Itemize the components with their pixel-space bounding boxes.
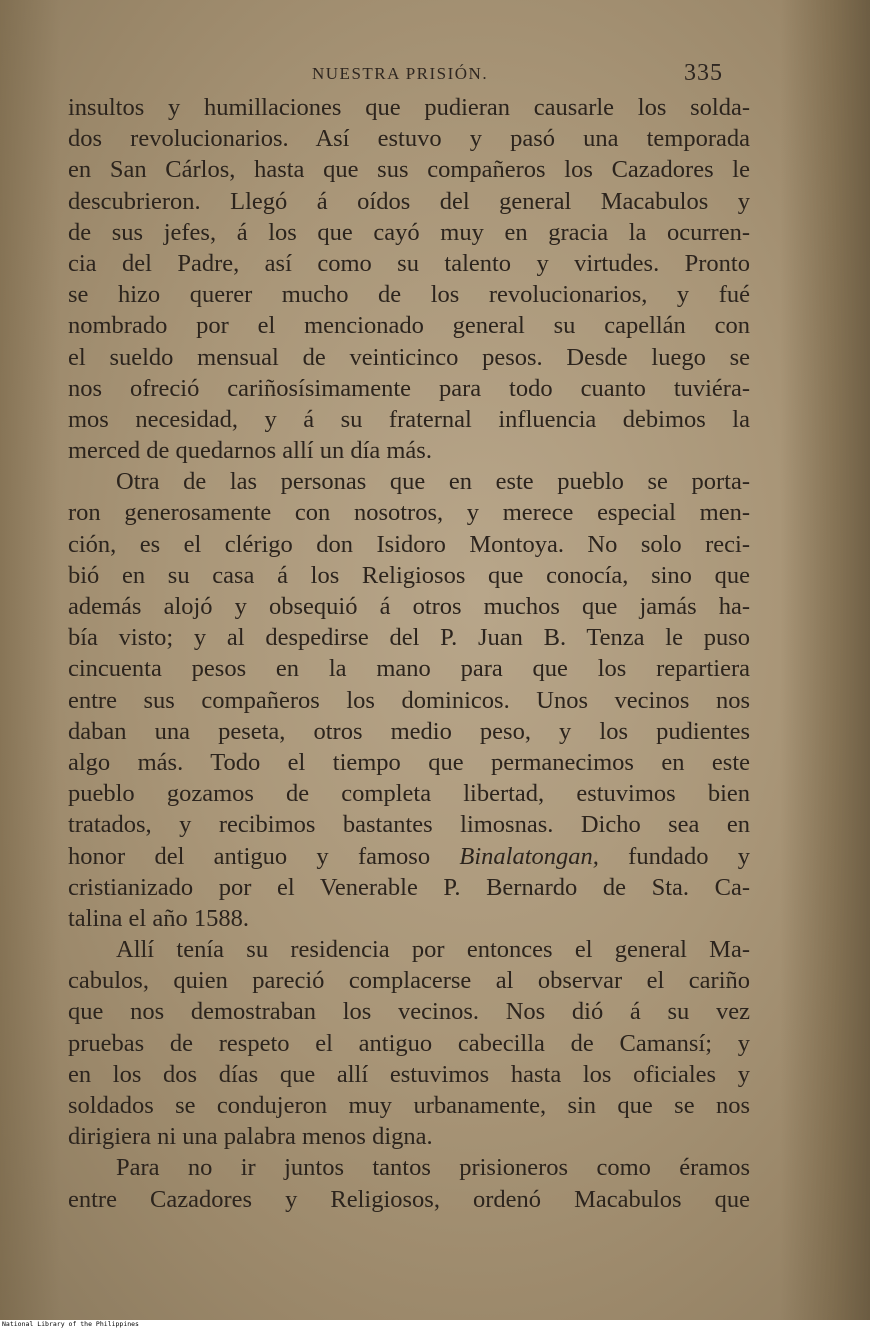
text-line: cia del Padre, así como su talento y virtudes. Pronto	[68, 249, 750, 277]
text-line: mos necesidad, y á su fraternal influencia debimos la	[68, 405, 750, 433]
text-line: bió en su casa á los Religiosos que conocía, sino que	[68, 561, 750, 589]
body-text	[68, 92, 750, 1215]
text-line: ción, es el clérigo don Isidoro Montoya. No solo reci-	[68, 530, 750, 558]
text-line: pruebas de respeto el antiguo cabecilla de Camansí; y	[68, 1029, 750, 1057]
text-line: nombrado por el mencionado general su capellán con	[68, 312, 750, 340]
paragraph-start-line: Allí tenía su residencia por entonces el general Ma-	[116, 936, 750, 964]
text-line: soldados se condujeron muy urbanamente, sin que se nos	[68, 1092, 750, 1119]
text-line-with-italic	[68, 841, 750, 872]
text-line: en San Cárlos, hasta que sus compañeros los Cazadores le	[68, 156, 750, 184]
text-line: talina el año 1588.	[68, 904, 249, 932]
text-line: insultos y humillaciones que pudieran causarle los solda-	[68, 94, 750, 121]
text-line: ron generosamente con nosotros, y merece especial men-	[68, 499, 750, 527]
text-line: dos revolucionarios. Así estuvo y pasó una temporada	[68, 125, 750, 153]
text-line: daban una peseta, otros medio peso, y los pudientes	[68, 717, 750, 745]
text-segment: fundado y	[598, 842, 750, 870]
text-line: dirigiera ni una palabra menos digna.	[68, 1123, 433, 1151]
text-line: tratados, y recibimos bastantes limosnas. Dicho sea en	[68, 811, 750, 839]
text-line: el sueldo mensual de veinticinco pesos. Desde luego se	[68, 343, 750, 371]
text-line: entre sus compañeros los dominicos. Unos vecinos nos	[68, 686, 750, 714]
paragraph-start-line: Otra de las personas que en este pueblo se porta-	[116, 468, 750, 496]
page-number: 335	[684, 60, 723, 86]
text-line: cabulos, quien pareció complacerse al observar el cariño	[68, 967, 750, 995]
text-line: descubrieron. Llegó á oídos del general Macabulos y	[68, 187, 750, 215]
text-line: cristianizado por el Venerable P. Bernardo de Sta. Ca-	[68, 873, 750, 901]
text-line: merced de quedarnos allí un día más.	[68, 437, 432, 465]
text-line: cincuenta pesos en la mano para que los repartiera	[68, 655, 750, 683]
text-line: bía visto; y al despedirse del P. Juan B. Tenza le puso	[68, 624, 750, 652]
library-credit: National Library of the Philippines	[2, 1320, 139, 1328]
text-line: en los dos días que allí estuvimos hasta los oficiales y	[68, 1060, 750, 1088]
text-line: nos ofreció cariñosísimamente para todo cuanto tuviéra-	[68, 374, 750, 402]
text-line: además alojó y obsequió á otros muchos que jamás ha-	[68, 593, 750, 620]
running-title: NUESTRA PRISIÓN.	[312, 64, 489, 83]
italic-place-name: Binalatongan,	[459, 842, 599, 870]
text-line: que nos demostraban los vecinos. Nos dió á su vez	[68, 998, 750, 1026]
text-line: de sus jefes, á los que cayó muy en gracia la ocurren-	[68, 218, 750, 246]
text-line: pueblo gozamos de completa libertad, estuvimos bien	[68, 780, 750, 808]
text-segment: honor del antiguo y famoso	[68, 842, 460, 870]
page-header	[0, 60, 870, 90]
text-line: entre Cazadores y Religiosos, ordenó Macabulos que	[68, 1185, 750, 1213]
paragraph-start-line: Para no ir juntos tantos prisioneros como éramos	[116, 1154, 750, 1182]
text-line: algo más. Todo el tiempo que permanecimos en este	[68, 748, 750, 776]
text-line: se hizo querer mucho de los revolucionarios, y fué	[68, 281, 750, 309]
